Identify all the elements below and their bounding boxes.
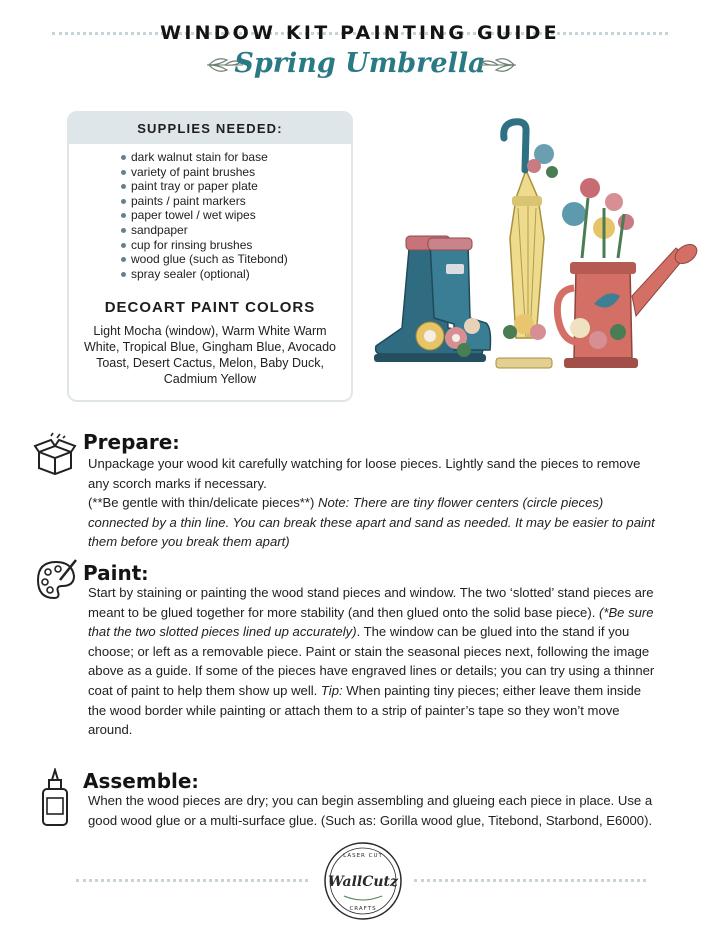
page-title: WINDOW KIT PAINTING GUIDE [160, 22, 560, 44]
watering-can-icon [557, 178, 700, 368]
paint-title [83, 561, 148, 585]
right-leaf-ornament-icon [478, 56, 518, 74]
prepare-body [88, 454, 658, 552]
paint-body [88, 583, 658, 740]
bottom-dotted-rule-left [76, 879, 308, 884]
prepare-paragraph-1: Unpackage your wood kit carefully watching for loose pieces. Lightly sand the pieces to remove any scorch marks if necessary. [88, 456, 641, 491]
paint-text-2: . The window can be glued into the stand if you choose; or left as a removable piece. Paint or stain the seasonal pieces next, following the image above as a guide. If some of the pieces have engraved lines or details; you can try using a thinner coat of paint to help them show up well. [88, 624, 655, 698]
bottom-dotted-rule-right [414, 879, 646, 884]
wallcutz-logo [322, 840, 404, 922]
list-item: variety of paint brushes [121, 165, 288, 180]
closed-umbrella-icon [496, 122, 558, 368]
list-item: spray sealer (optional) [121, 267, 288, 282]
paint-title-colon: : [141, 564, 149, 585]
list-item: dark walnut stain for base [121, 150, 288, 165]
paint-tip-label: Tip: [320, 682, 343, 698]
list-item: paint tray or paper plate [121, 179, 288, 194]
spring-umbrella-kit-illustration [368, 118, 708, 388]
prepare-title [83, 430, 180, 454]
assemble-body: When the wood pieces are dry; you can begin assembling and glueing each piece in place. Use a good wood glue or a multi-surface glue. (Such as: Gorilla wood glue, Titebond, Starbond, E6000). [88, 793, 653, 828]
prepare-note: Note: There are tiny flower centers (circle pieces) connected by a thin line. You can break these apart and sand as needed. It may be easier to paint them before you break them apart) [88, 495, 655, 550]
supplies-heading: SUPPLIES NEEDED: [69, 113, 351, 144]
paint-note: (*Be sure that the two slotted pieces lined up accurately) [88, 604, 654, 640]
paint-colors-text: Light Mocha (window), Warm White Warm White, Tropical Blue, Gingham Blue, Avocado Toast, Desert Cactus, Melon, Baby Duck, Cadmium Yellow [84, 324, 336, 386]
assemble-title-text: Assemble [83, 769, 192, 793]
supplies-box [67, 111, 353, 402]
paint-text-3: When painting tiny pieces; either leave them inside the wood border while painting or attach them to a strip of painter’s tape so they won’t move around. [88, 682, 642, 738]
rain-boots-icon [374, 236, 491, 362]
prepare-paragraph-2: (**Be gentle with thin/delicate pieces**) [88, 495, 318, 511]
glue-bottle-icon [40, 768, 70, 828]
prepare-title-colon: : [172, 433, 180, 454]
page-subtitle: Spring Umbrella [234, 48, 486, 79]
list-item: cup for rinsing brushes [121, 238, 288, 253]
list-item: paints / paint markers [121, 194, 288, 209]
list-item: wood glue (such as Titebond) [121, 252, 288, 267]
paint-title-text: Paint [83, 561, 142, 585]
logo-bottom-text: CRAFTS [349, 906, 377, 912]
prepare-title-text: Prepare [83, 430, 173, 454]
assemble-title [83, 769, 199, 793]
supplies-list [121, 150, 288, 281]
paint-colors-heading: DECOART PAINT COLORS [104, 299, 316, 316]
list-item: sandpaper [121, 223, 288, 238]
paint-palette-icon [34, 558, 78, 602]
logo-top-text: LASER CUT [343, 853, 383, 859]
list-item: paper towel / wet wipes [121, 208, 288, 223]
assemble-title-colon: : [191, 772, 199, 793]
open-box-icon [33, 432, 77, 476]
paint-text-1: Start by staining or painting the wood stand pieces and window. The two ‘slotted’ stand pieces are meant to be glued together for more stability (and then glued onto the solid base piece). [88, 585, 654, 620]
logo-brand-text: WallCutz [328, 874, 398, 890]
